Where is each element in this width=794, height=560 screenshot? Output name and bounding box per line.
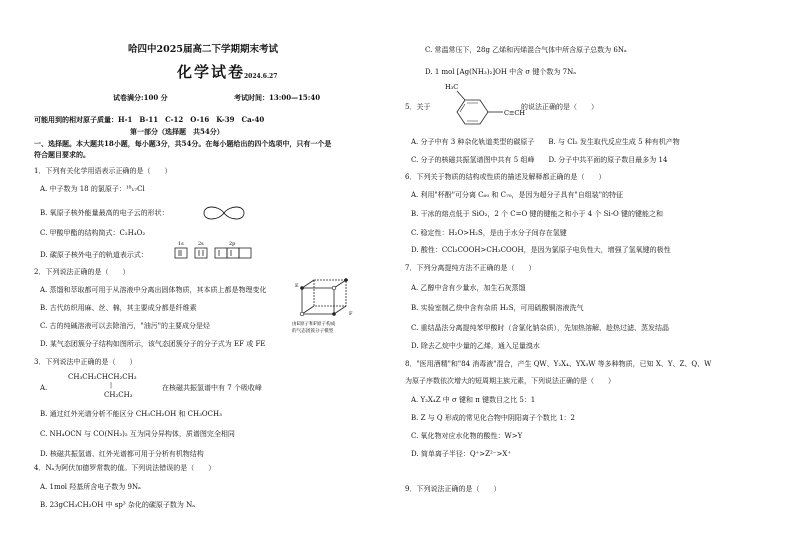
- instructions: 一、选择题。本大题共18小题，每小题3分，共54分。在每小题给出的四个选项中，只有一个是: [34, 139, 332, 148]
- q4-option-a: A. 1mol 羟基所含电子数为 9Nₐ: [40, 483, 141, 491]
- q6-option-c: C. 稳定性：H₂O>H₂S，是由于水分子间存在氢键: [411, 229, 567, 237]
- q8-stem: 8．"医用酒精"和"84 消毒液"混合，产生 QW、Y₂X₄、YX₃W 等多种物质，已知 X、Y、Z、Q、W: [405, 360, 712, 368]
- cluster-caption-1: 由E原子和F原子构成: [292, 322, 336, 327]
- q2-stem: 2．下列说法正确的是（ ）: [34, 268, 130, 276]
- cluster-e-label: E: [295, 283, 299, 289]
- q7-stem: 7．下列分离提纯方法不正确的是（ ）: [405, 264, 536, 272]
- q6-option-a: A. 利用"杯酚"可分离 C₆₀ 和 C₇₀，是因为超分子具有"自组装"的特征: [411, 191, 623, 199]
- q3-option-d: D. 核磁共振氢谱、红外光谱都可用于分析有机物结构: [40, 450, 204, 458]
- q8-option-d: D. 简单离子半径：Q⁺>Z²⁻>X⁺: [411, 450, 512, 458]
- orbital-2s-label: 2s: [198, 241, 204, 247]
- q3-option-b: B. 通过红外光谱分析不能区分 CH₃CH₂OH 和 CH₃OCH₃: [40, 410, 222, 418]
- q1-option-c: C. 甲酸甲酯的结构简式：C₂H₄O₂: [40, 229, 146, 237]
- paper-title: 化学试卷: [177, 63, 246, 81]
- q5-options-ab: A. 分子中有 3 种杂化轨道类型的碳原子 B. 与 Cl₂ 发生取代反应生成 5 种有机产物: [411, 138, 680, 146]
- q7-option-d: D. 除去乙烷中少量的乙烯，通入足量溴水: [411, 342, 540, 350]
- orbital-2p-label: 2p: [229, 241, 236, 247]
- exam-time: 考试时间：13:00—15:40: [234, 93, 321, 102]
- cluster-caption-2: 的气态团簇分子模型: [292, 329, 334, 334]
- q1-option-a: A. 中子数为 18 的氯原子：¹⁸₁₇Cl: [40, 185, 145, 193]
- full-score: 试卷满分:100 分: [113, 93, 168, 102]
- q6-option-d: D. 酸性：CCl₃COOH>CH₃COOH，是因为氯原子电负性大，增强了氢氧键的极性: [411, 246, 671, 254]
- q5-stem-start: 5．关于: [405, 103, 431, 111]
- q5-stem-end: 的说法正确的是（ ）: [521, 103, 598, 111]
- q7-option-b: B. 实验室制乙炔中含有杂质 H₂S，可用硫酸铜溶液洗气: [411, 304, 584, 312]
- q3-stem: 3．下列说法中正确的是（ ）: [34, 358, 137, 366]
- q7-option-a: A. 乙醇中含有少量水，加生石灰蒸馏: [411, 284, 526, 292]
- q8-option-c: C. 氧化物对应水化物的酸性：W>Y: [411, 432, 523, 440]
- q4-option-d: D. 1 mol [Ag(NH₃)₂]OH 中含 σ 键个数为 7Nₐ: [425, 68, 576, 76]
- q4-stem: 4．Nₐ为阿伏加德罗常数的值。下列说法错误的是（ ）: [34, 464, 216, 472]
- q8-stem-cont: 为原子序数依次增大的短周期主族元素，下列说法正确的是（ ）: [405, 377, 615, 385]
- q8-option-b: B. Z 与 Q 形成的常见化合物中阴阳离子个数比 1：2: [411, 414, 576, 422]
- q3-structure-branch: CH₂CH₃: [104, 391, 133, 399]
- exam-date: 2024.6.27: [244, 73, 278, 80]
- q2-option-d: D. 某气态团簇分子结构如图所示，该气态团簇分子的分子式为 EF 或 FE: [40, 340, 266, 348]
- q3-option-c: C. NH₄OCN 与 CO(NH₂)₂ 互为同分异构体，质谱图完全相同: [40, 430, 235, 438]
- q1-option-b: B. 氧原子核外能量最高的电子云的形状：: [40, 209, 169, 217]
- q1-option-d: D. 碳原子核外电子的轨道表示式：: [40, 251, 148, 259]
- part-heading: 第一部分（选择题 共54分）: [130, 127, 224, 136]
- q3-option-a: A.: [40, 384, 48, 392]
- q3-structure-top: CH₃CH₂CHCH₂CH₃: [68, 373, 137, 381]
- cluster-molecule-figure: [292, 278, 360, 340]
- q9-stem: 9．下列说法正确的是（ ）: [405, 485, 501, 493]
- p-orbital-figure: [200, 206, 248, 220]
- school-title: 哈四中2025届高二下学期期末考试: [128, 44, 278, 55]
- instructions-cont: 符合题目要求的。: [34, 150, 90, 159]
- q2-option-a: A. 蒸馏和萃取都可用于从溶液中分离出固体物质，其本质上都是物理变化: [40, 286, 267, 294]
- q2-option-c: C. 古的纯碱溶液可以去除油污，"油污"的主要成分是烃: [40, 322, 210, 330]
- q5-options-cd: C. 分子的核磁共振氢谱图中共有 5 组峰 D. 分子中共平面的原子数目最多为 14: [411, 156, 668, 164]
- q4-option-b: B. 23gCH₃CH₂OH 中 sp³ 杂化的碳原子数为 Nₐ: [40, 501, 195, 509]
- orbital-diagram: [171, 238, 259, 262]
- cluster-f-label: F: [349, 311, 353, 317]
- q5-methyl-label: H₃C: [445, 83, 459, 91]
- q2-option-b: B. 古代纺织用麻、丝、棉，其主要成分都是纤维素: [40, 304, 197, 312]
- q1-stem: 1．下列有关化学用语表示正确的是（ ）: [34, 167, 172, 175]
- q5-alkyne-label: C≡CH: [504, 109, 526, 117]
- atomic-masses: 可能用到的相对原子质量：H-1 B-11 C-12 O-16 K-39 Ca-40: [34, 115, 265, 124]
- orbital-1s-label: 1s: [178, 241, 184, 247]
- q8-option-a: A. Y₂X₄Z 中 σ 键和 π 键数目之比 5：1: [411, 396, 536, 404]
- q3-structure-bond: |: [110, 382, 113, 389]
- q3-option-a-text: 在核磁共振氢谱中有 7 个吸收峰: [162, 384, 262, 392]
- q6-stem: 6．下列关于物质的结构或性质的描述及解释都正确的是（ ）: [405, 173, 606, 181]
- q4-option-c: C. 常温常压下，28g 乙烯和丙烯混合气体中所含原子总数为 6Nₐ: [425, 46, 627, 54]
- q7-option-c: C. 重结晶法分离提纯苯甲酸时（含氯化钠杂质），先加热溶解、趁热过滤、蒸发结晶: [411, 324, 670, 332]
- q6-option-b: B. 干冰的熔点低于 SiO₂，2 个 C=O 键的键能之和小于 4 个 Si-O 键的键能之和: [411, 210, 663, 218]
